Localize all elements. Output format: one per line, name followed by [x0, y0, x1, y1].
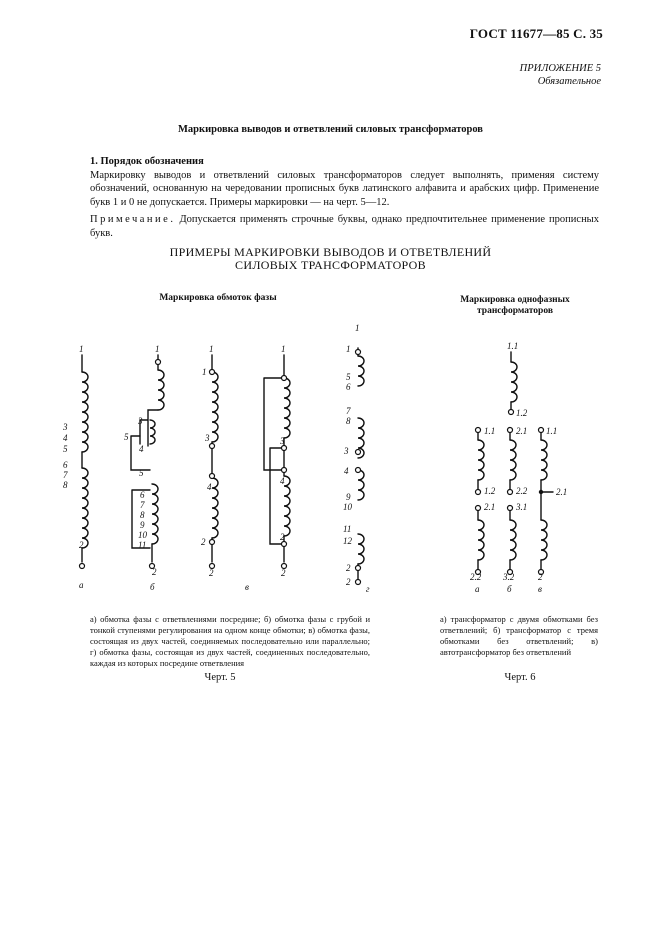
fig5a-label-7: 7 — [63, 470, 68, 480]
fig5v2-coil-2 — [284, 476, 290, 536]
fig5b-coil-2 — [152, 484, 158, 544]
fig5v2-coil-1 — [284, 378, 290, 438]
fig5g-letter: г — [366, 584, 370, 594]
fig5g-label-1: 1 — [346, 344, 351, 354]
fig5v2-label-bottom: 2 — [281, 568, 286, 578]
fig5v2-label-3: 3 — [280, 436, 285, 446]
note-label: Примечание. — [90, 214, 176, 225]
terminal-dot — [356, 580, 361, 585]
examples-title-line1: ПРИМЕРЫ МАРКИРОВКИ ВЫВОДОВ И ОТВЕТВЛЕНИЙ — [169, 245, 492, 259]
terminal-dot — [210, 444, 215, 449]
terminal-dot — [282, 446, 287, 451]
section-paragraph: Маркировку выводов и ответвлений силовых трансформаторов следует выполнять, применяя систему обозначений, основанную на чередовании прописных букв латинского алфавита и арабских цифр. Применение букв 1 и 0 не допускается. Примеры маркировки — на черт. 5—12. — [90, 169, 599, 208]
terminal-dot — [508, 428, 513, 433]
fig5g-label-7: 7 — [346, 406, 351, 416]
fig5v-label-1: 1 — [202, 367, 207, 377]
terminal-dot — [156, 360, 161, 365]
document-title: Маркировка выводов и ответвлений силовых трансформаторов — [178, 124, 483, 135]
terminal-dot — [80, 564, 85, 569]
fig6-label-top1: 1.1 — [507, 341, 519, 351]
fig5g-label-10: 10 — [343, 502, 352, 512]
figure5-caption: а) обмотка фазы с ответвлениями посредине; б) обмотка фазы с грубой и тонкой ступенями регулирования на одном конце обмотки; в) обмотка фазы, состоящая из двух частей, соединяемых последовательно или параллельно; г) обмотка фазы, состоящая из двух частей, соединенных последовательно, каждая из которых посредине ответвления — [90, 614, 370, 668]
junction-dot — [539, 490, 543, 494]
fig6a-coil-1 — [478, 440, 484, 480]
fig5b-label-3: 3 — [138, 416, 143, 426]
fig6b-label-21: 2.1 — [516, 426, 528, 436]
figure5-title: Маркировка обмоток фазы — [159, 293, 277, 303]
fig5g-label-12: 12 — [343, 536, 352, 546]
fig5g-label-6: 6 — [346, 382, 351, 392]
fig5g-label-11: 11 — [343, 524, 352, 534]
fig5v-coil-2 — [212, 478, 218, 538]
appendix-status: Обязательное — [537, 76, 601, 87]
figure6-caption: а) трансформатор с двумя обмотками без ответвлений; б) трансформатор с тремя обмотками без ответвлений; в) автотрансформатор без ответвлений — [440, 614, 598, 657]
fig5a-coil-2 — [82, 468, 88, 548]
fig6b-label-32: 3.2 — [503, 572, 515, 582]
fig6v-coil-2 — [541, 520, 547, 560]
fig5b-label-top: 1 — [155, 344, 160, 354]
fig5g-label-5: 5 — [346, 372, 351, 382]
fig5b-label-10: 10 — [138, 530, 147, 540]
fig6-label-top2: 1.2 — [516, 408, 528, 418]
fig5a-letter: а — [79, 580, 84, 590]
section-heading: 1. Порядок обозначения — [90, 156, 204, 167]
fig5g-label-4: 4 — [344, 466, 349, 476]
terminal-dot — [282, 542, 287, 547]
fig6v-label-11: 1.1 — [546, 426, 558, 436]
fig5b-label-5a: 5 — [124, 432, 129, 442]
fig6a-label-12: 1.2 — [484, 486, 496, 496]
fig5g-label-8: 8 — [346, 416, 351, 426]
terminal-dot — [210, 540, 215, 545]
fig5v-label-bottom: 2 — [209, 568, 214, 578]
fig5v-letter: в — [245, 582, 249, 592]
fig5a-label-3: 3 — [63, 422, 68, 432]
terminal-dot — [282, 376, 287, 381]
fig5b-label-5b: 5 — [139, 468, 144, 478]
fig5b-letter: б — [150, 582, 155, 592]
fig5b-coarse-step — [140, 410, 158, 446]
fig5a-label-bottom: 2 — [79, 540, 84, 550]
fig5a-coil-1 — [82, 372, 88, 452]
fig6b-label-31: 3.1 — [516, 502, 528, 512]
fig5g-label-2b: 2 — [346, 577, 351, 587]
fig5g-coil-1 — [358, 356, 364, 386]
fig5b-label-6: 6 — [140, 490, 145, 500]
terminal-dot — [282, 468, 287, 473]
fig5a-label-top: 1 — [79, 344, 84, 354]
fig6-top-coil — [511, 362, 517, 402]
terminal-dot — [356, 468, 361, 473]
fig5b-label-8: 8 — [140, 510, 145, 520]
fig5b-label-bottom: 2 — [152, 567, 157, 577]
figure6-title-line1: Маркировка однофазных — [460, 295, 570, 305]
fig5v2-parallel — [264, 378, 284, 544]
figure6-label: Черт. 6 — [504, 672, 536, 683]
fig6b-letter: б — [507, 584, 512, 594]
terminal-dot — [476, 490, 481, 495]
appendix-label: ПРИЛОЖЕНИЕ 5 — [519, 63, 601, 74]
fig6b-coil-2 — [510, 520, 516, 560]
fig5b-label-7: 7 — [140, 500, 145, 510]
fig5v2-label-4: 4 — [280, 476, 285, 486]
terminal-dot — [476, 506, 481, 511]
fig5v2-label-2: 2 — [280, 532, 285, 542]
fig5g-label-top: 1 — [355, 323, 360, 333]
terminal-dot — [210, 474, 215, 479]
fig6a-label-21: 2.1 — [484, 502, 496, 512]
fig6b-coil-1 — [510, 440, 516, 480]
fig5v2-label-top: 1 — [281, 344, 286, 354]
examples-title-line2: СИЛОВЫХ ТРАНСФОРМАТОРОВ — [235, 257, 426, 272]
fig5v-label-4: 4 — [207, 482, 212, 492]
fig6a-coil-2 — [478, 520, 484, 560]
fig5v-label-2: 2 — [201, 537, 206, 547]
fig6v-label-2: 2 — [538, 572, 543, 582]
fig5g-coil-3 — [358, 470, 364, 500]
terminal-dot — [210, 370, 215, 375]
figure6-title-line2: трансформаторов — [477, 306, 553, 316]
fig6a-label-22: 2.2 — [470, 572, 482, 582]
fig5v-label-3: 3 — [205, 433, 210, 443]
terminal-dot — [508, 506, 513, 511]
fig6b-label-22: 2.2 — [516, 486, 528, 496]
fig5g-label-2a: 2 — [346, 563, 351, 573]
fig5a-label-5: 5 — [63, 444, 68, 454]
fig6v-label-21: 2.1 — [556, 487, 568, 497]
fig5b-label-9: 9 — [140, 520, 145, 530]
fig5g-label-9: 9 — [346, 492, 351, 502]
fig5v-label-top: 1 — [209, 344, 214, 354]
fig6a-letter: а — [475, 584, 480, 594]
terminal-dot — [508, 490, 513, 495]
terminal-dot — [356, 566, 361, 571]
fig5a-label-4: 4 — [63, 433, 68, 443]
fig5a-label-6: 6 — [63, 460, 68, 470]
terminal-dot — [509, 410, 514, 415]
fig5v-coil-1 — [212, 372, 218, 442]
fig6v-letter: в — [538, 584, 542, 594]
terminal-dot — [356, 450, 361, 455]
terminal-dot — [539, 428, 544, 433]
page-header: ГОСТ 11677—85 С. 35 — [469, 26, 603, 41]
figure5-label: Черт. 5 — [204, 672, 236, 683]
note-text: Допускается применять строчные буквы, однако предпочтительнее применение прописных букв. — [90, 214, 599, 239]
terminal-dot — [356, 350, 361, 355]
fig5b-label-11: 11 — [138, 540, 147, 550]
fig5a-label-8: 8 — [63, 480, 68, 490]
fig6a-label-11: 1.1 — [484, 426, 496, 436]
fig5g-label-3: 3 — [344, 446, 349, 456]
fig5g-coil-4 — [358, 534, 364, 564]
fig5b-label-4: 4 — [139, 444, 144, 454]
fig6v-coil-1 — [541, 440, 547, 480]
terminal-dot — [476, 428, 481, 433]
fig5b-coil-1 — [158, 370, 164, 410]
